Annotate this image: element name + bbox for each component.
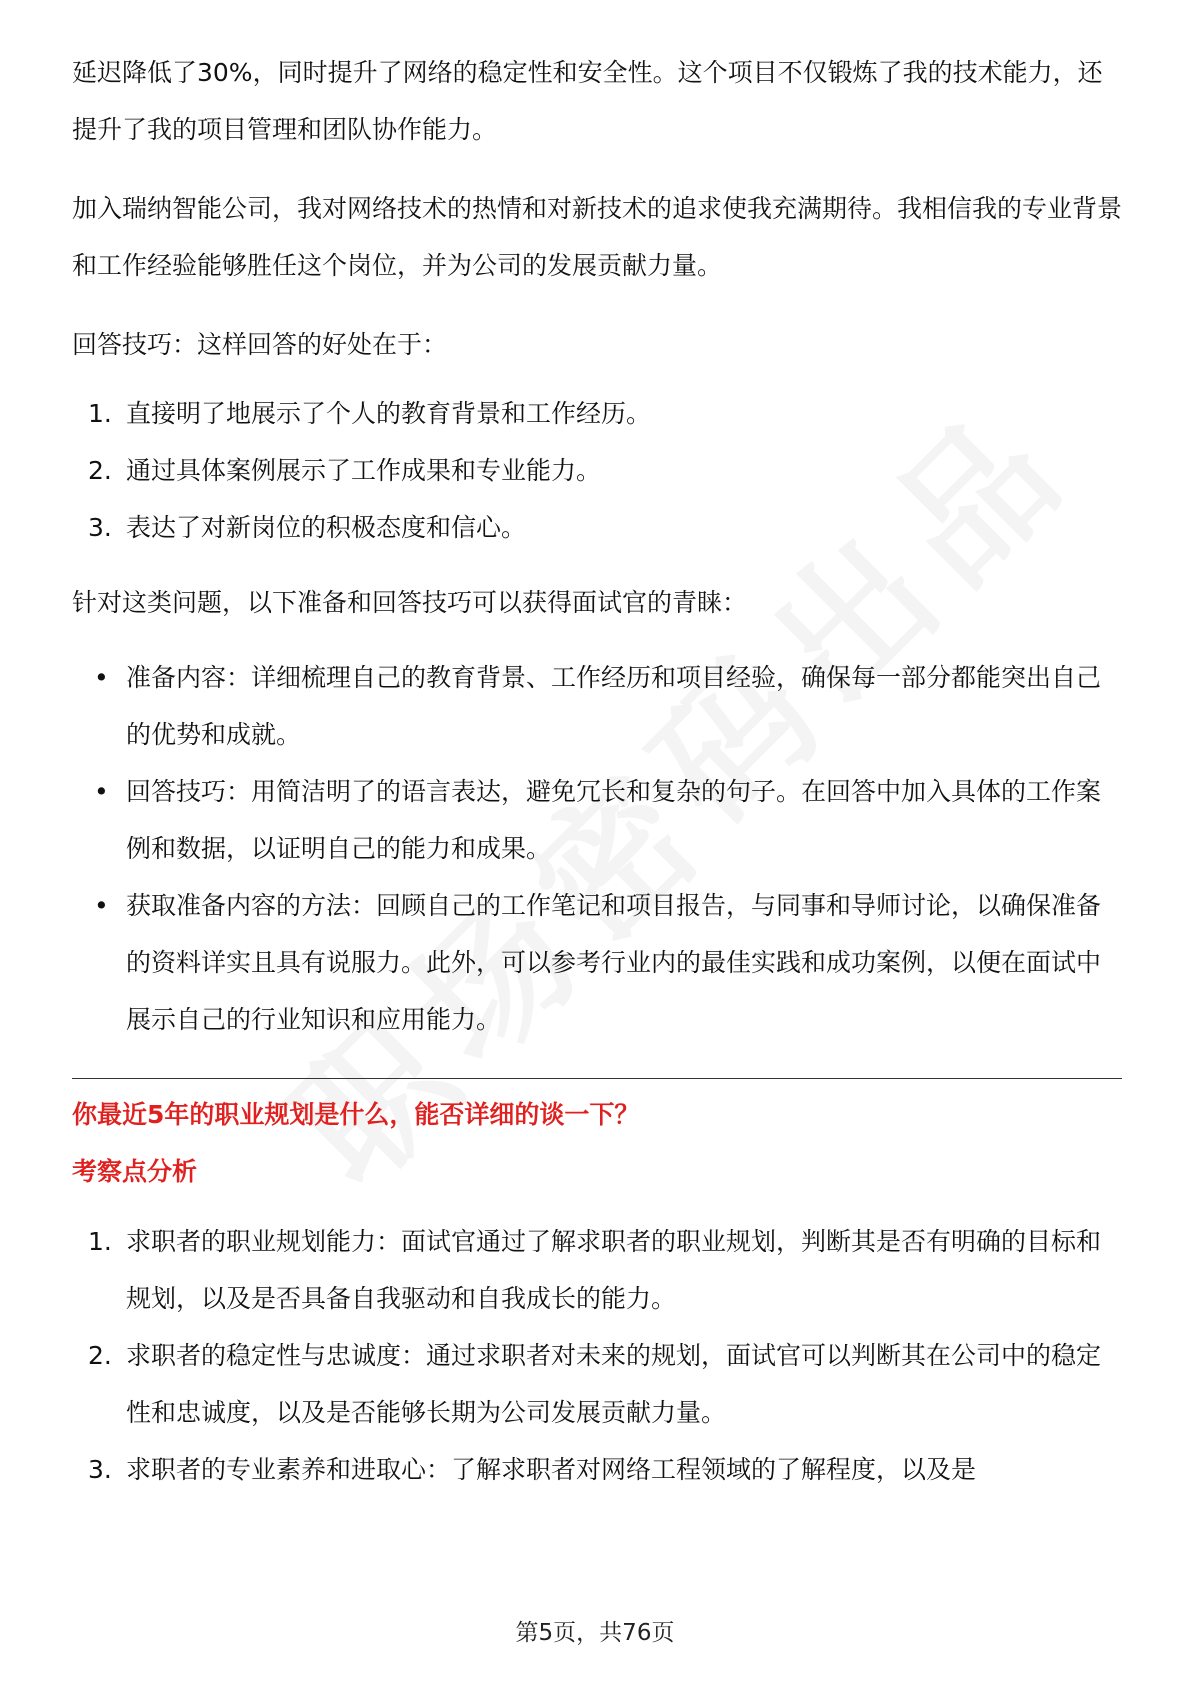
bullet-icon: •: [94, 663, 109, 692]
intro-paragraph-1: 延迟降低了30%，同时提升了网络的稳定性和安全性。这个项目不仅锻炼了我的技术能力，还提升了我的项目管理和团队协作能力。: [72, 58, 1103, 144]
list-item: [72, 877, 1122, 1048]
list-text: 通过具体案例展示了工作成果和专业能力。: [126, 456, 602, 485]
list-item: [72, 649, 1122, 763]
list-text: 获取准备内容的方法：回顾自己的工作笔记和项目报告，与同事和导师讨论，以确保准备的资料详实且具有说服力。此外，可以参考行业内的最佳实践和成功案例，以便在面试中展示自己的行业知识和应用能力。: [126, 891, 1102, 1034]
list-item: [72, 442, 1122, 499]
analysis-subtitle: 考察点分析: [72, 1157, 198, 1186]
prep-list: [72, 649, 1122, 1048]
list-text: 表达了对新岗位的积极态度和信心。: [126, 513, 527, 542]
question-title: 你最近5年的职业规划是什么，能否详细的谈一下？: [72, 1100, 640, 1129]
prep-heading: 针对这类问题，以下准备和回答技巧可以获得面试官的青睐：: [72, 588, 748, 617]
list-item: [72, 763, 1122, 877]
analysis-list: [72, 1213, 1122, 1498]
tips-heading: 回答技巧：这样回答的好处在于：: [72, 330, 448, 359]
bullet-icon: •: [94, 777, 109, 806]
list-number: 1.: [88, 399, 112, 428]
list-item: [72, 499, 1122, 556]
intro-paragraph-2: 加入瑞纳智能公司，我对网络技术的热情和对新技术的追求使我充满期待。我相信我的专业背景和工作经验能够胜任这个岗位，并为公司的发展贡献力量。: [72, 194, 1123, 280]
list-item: [72, 1327, 1122, 1441]
list-text: 求职者的专业素养和进取心：了解求职者对网络工程领域的了解程度，以及是: [126, 1455, 977, 1484]
benefits-list: [72, 385, 1122, 556]
list-item: [72, 1441, 1122, 1498]
list-item: [72, 385, 1122, 442]
list-number: 3.: [88, 1455, 112, 1484]
list-item: [72, 1213, 1122, 1327]
bullet-icon: •: [94, 891, 109, 920]
list-text: 直接明了地展示了个人的教育背景和工作经历。: [126, 399, 652, 428]
list-number: 3.: [88, 513, 112, 542]
page-content: [72, 44, 1122, 1498]
list-number: 2.: [88, 456, 112, 485]
list-text: 求职者的职业规划能力：面试官通过了解求职者的职业规划，判断其是否有明确的目标和规划，以及是否具备自我驱动和自我成长的能力。: [126, 1227, 1102, 1313]
list-text: 回答技巧：用简洁明了的语言表达，避免冗长和复杂的句子。在回答中加入具体的工作案例和数据，以证明自己的能力和成果。: [126, 777, 1102, 863]
list-number: 2.: [88, 1341, 112, 1370]
list-number: 1.: [88, 1227, 112, 1256]
section-divider: [72, 1078, 1122, 1079]
page-footer: 第5页，共76页: [515, 1620, 675, 1646]
list-text: 准备内容：详细梳理自己的教育背景、工作经历和项目经验，确保每一部分都能突出自己的优势和成就。: [126, 663, 1102, 749]
list-text: 求职者的稳定性与忠诚度：通过求职者对未来的规划，面试官可以判断其在公司中的稳定性和忠诚度，以及是否能够长期为公司发展贡献力量。: [126, 1341, 1102, 1427]
